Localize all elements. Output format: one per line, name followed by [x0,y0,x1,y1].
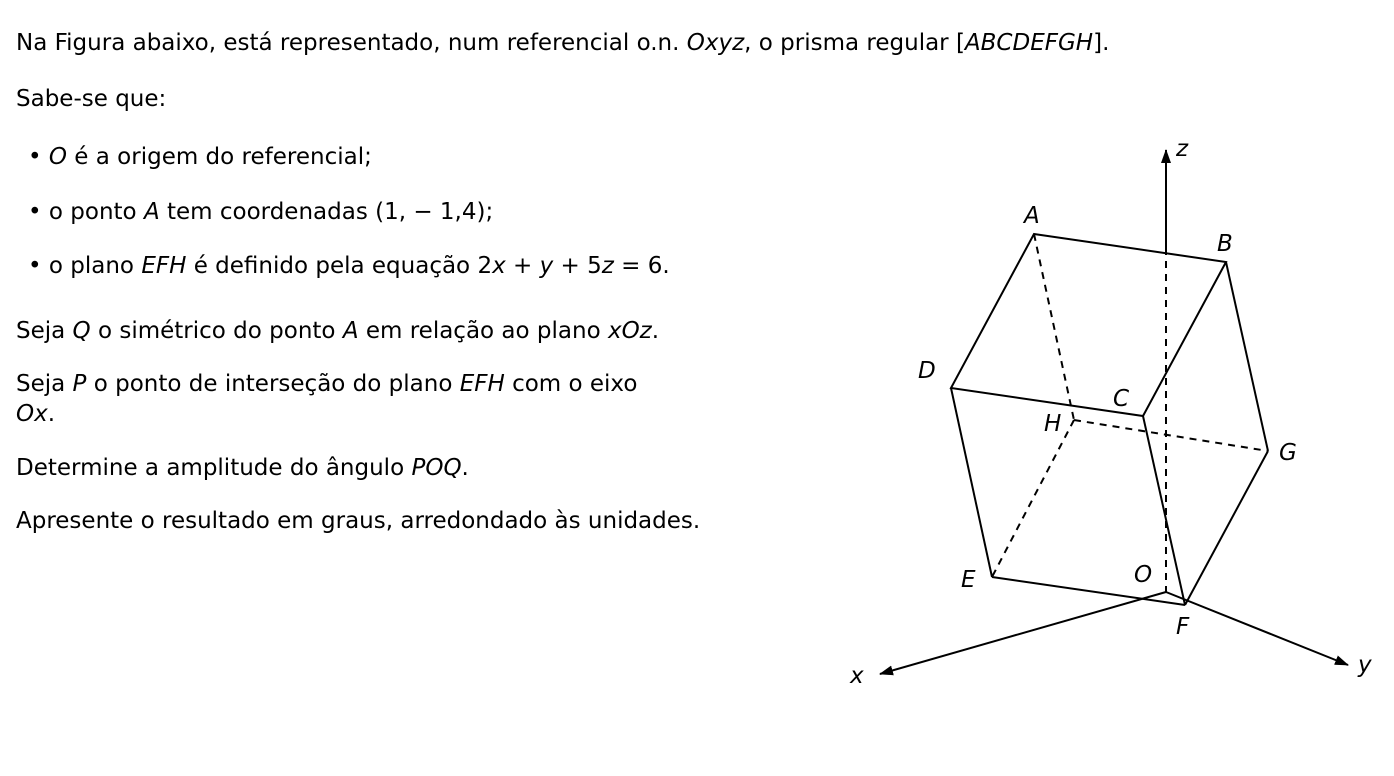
label-f: F [1176,614,1190,640]
edge-hg [1074,420,1268,451]
edge-fg [1185,451,1268,605]
seja-q-text: Seja Q o simétrico do ponto A em relação ao plano xOz. [16,318,660,344]
label-e: E [961,567,976,593]
label-y: y [1358,652,1372,678]
label-x: x [850,663,864,689]
apresente-text: Apresente o resultado em graus, arredondado às unidades. [16,508,701,534]
determine-text: Determine a amplitude do ângulo POQ. [16,455,469,481]
label-z: z [1176,136,1189,162]
label-g: G [1279,440,1297,466]
edge-de [951,388,992,577]
label-c: C [1113,386,1130,412]
label-a: A [1024,203,1040,229]
x-axis [880,592,1166,674]
bullet-dot: • [28,199,42,225]
y-axis [1166,592,1348,665]
edge-ah [1034,234,1074,420]
face-top [951,234,1226,416]
edge-he [992,420,1074,577]
seja-p-text: Seja P o ponto de interseção do plano EFH com o eixo Ox. [16,371,638,427]
bullet-origin: • O é a origem do referencial; [28,144,372,170]
label-d: D [918,358,936,384]
edge-ef [992,577,1185,605]
known-text: Sabe-se que: [16,86,167,112]
bullet-dot: • [28,253,42,279]
label-b: B [1217,231,1233,257]
bullet-dot: • [28,144,42,170]
bullet-plane-efh: • o plano EFH é definido pela equação 2x + y + 5z = 6. [28,253,670,279]
edge-bg [1226,262,1268,451]
bullet-point-a: • o ponto A tem coordenadas (1, − 1,4); [28,199,494,225]
intro-text: Na Figura abaixo, está representado, num referencial o.n. Oxyz, o prisma regular [ABCDEFGH]. [16,30,1110,56]
label-h: H [1044,411,1062,437]
label-o: O [1134,562,1153,588]
